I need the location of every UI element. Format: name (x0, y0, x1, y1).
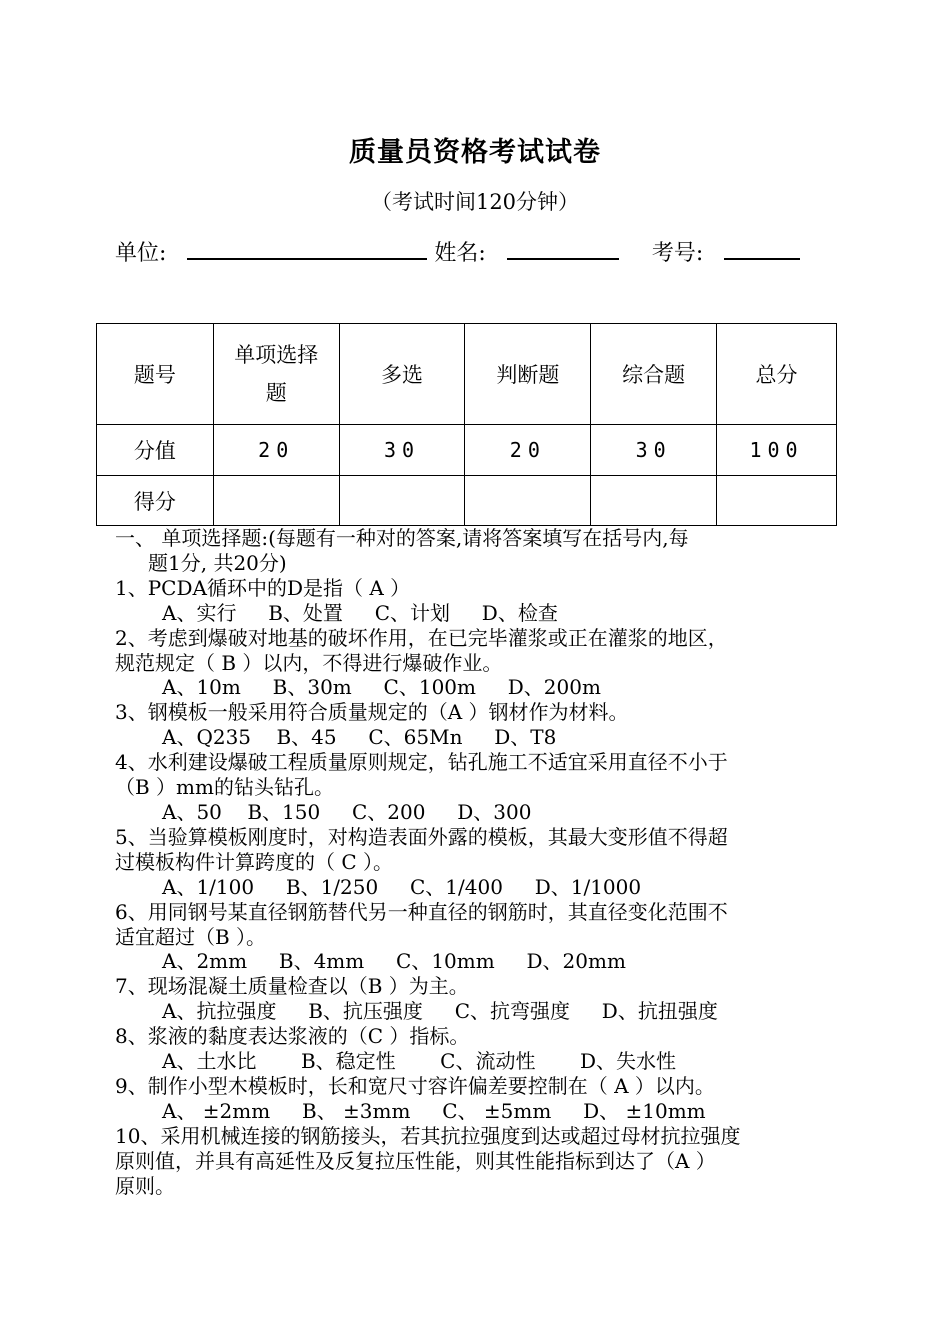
table-score-row (97, 476, 837, 526)
header-single-choice: 单项选择 题 (213, 324, 339, 425)
name-label: 姓名: (434, 241, 486, 266)
question-2-cont: 规范规定（ B ）以内，不得进行爆破作业。 (115, 650, 503, 675)
options-2: A、10m B、30m C、100m D、200m (162, 675, 601, 700)
question-3: 3、钢模板一般采用符合质量规定的（A ）钢材作为材料。 (115, 700, 629, 725)
question-10-cont2: 原则。 (115, 1173, 175, 1198)
section-heading-cont: 题1分, 共20分) (148, 550, 287, 575)
question-9: 9、制作小型木模板时，长和宽尺寸容许偏差要控制在（ A ）以内。 (115, 1073, 715, 1098)
name-blank[interactable] (507, 236, 619, 260)
score-cell[interactable] (591, 476, 717, 526)
question-8: 8、浆液的黏度表达浆液的（C ）指标。 (115, 1024, 470, 1049)
options-7: A、抗拉强度 B、抗压强度 C、抗弯强度 D、抗扭强度 (162, 999, 718, 1024)
header-comprehensive: 综合题 (591, 324, 717, 425)
score-cell[interactable] (717, 476, 837, 526)
options-5: A、1/100 B、1/250 C、1/400 D、1/1000 (162, 874, 642, 899)
score-table (96, 323, 837, 526)
score-cell[interactable] (465, 476, 591, 526)
question-6-cont: 适宜超过（B ）。 (115, 924, 267, 949)
question-4-cont: （B ）mm的钻头钻孔。 (115, 775, 334, 800)
question-10-cont: 原则值，并具有高延性及反复拉压性能，则其性能指标到达了（A ） (115, 1148, 716, 1173)
options-8: A、土水比 B、稳定性 C、流动性 D、失水性 (162, 1049, 676, 1074)
question-1: 1、PCDA循环中的D是指（ A ） (115, 575, 411, 600)
score-cell[interactable] (213, 476, 339, 526)
question-section (115, 526, 840, 1198)
header-multi-choice: 多选 (339, 324, 465, 425)
options-3: A、Q235 B、45 C、65Mn D、T8 (162, 725, 557, 750)
question-2: 2、考虑到爆破对地基的破坏作用，在已完毕灌浆或正在灌浆的地区， (115, 625, 728, 650)
question-4: 4、水利建设爆破工程质量原则规定，钻孔施工不适宜采用直径不小于 (115, 750, 728, 775)
question-7: 7、现场混凝土质量检查以（B ）为主。 (115, 974, 469, 999)
options-1: A、实行 B、处置 C、计划 D、检查 (162, 600, 558, 625)
id-blank[interactable] (724, 236, 800, 260)
unit-blank[interactable] (187, 236, 427, 260)
header-question-no: 题号 (97, 324, 214, 425)
question-5-cont: 过模板构件计算跨度的（ C ）。 (115, 849, 394, 874)
exam-title: 质量员资格考试试卷 (349, 137, 601, 168)
value-cell: 100 (717, 425, 837, 476)
value-cell: 20 (213, 425, 339, 476)
options-6: A、2mm B、4mm C、10mm D、20mm (162, 949, 626, 974)
score-cell[interactable] (339, 476, 465, 526)
value-cell: 30 (339, 425, 465, 476)
value-cell: 30 (591, 425, 717, 476)
question-6: 6、用同钢号某直径钢筋替代另一种直径的钢筋时，其直径变化范围不 (115, 899, 728, 924)
table-header-row (97, 324, 837, 425)
section-heading: 一、 单项选择题:(每题有一种对的答案,请将答案填写在括号内,每 (115, 526, 689, 550)
question-10: 10、采用机械连接的钢筋接头，若其抗拉强度到达或超过母材抗拉强度 (115, 1123, 741, 1148)
exam-duration: （考试时间120分钟） (370, 190, 580, 214)
table-value-row (97, 425, 837, 476)
value-cell: 20 (465, 425, 591, 476)
score-label: 得分 (97, 476, 214, 526)
value-label: 分值 (97, 425, 214, 476)
question-5: 5、当验算模板刚度时，对构造表面外露的模板，其最大变形值不得超 (115, 824, 728, 849)
options-9: A、 ±2mm B、 ±3mm C、 ±5mm D、 ±10mm (162, 1098, 706, 1123)
options-4: A、50 B、150 C、200 D、300 (162, 799, 532, 824)
candidate-info-line (115, 236, 800, 267)
unit-label: 单位: (115, 241, 167, 266)
header-total: 总分 (717, 324, 837, 425)
header-true-false: 判断题 (465, 324, 591, 425)
id-label: 考号: (651, 241, 704, 266)
